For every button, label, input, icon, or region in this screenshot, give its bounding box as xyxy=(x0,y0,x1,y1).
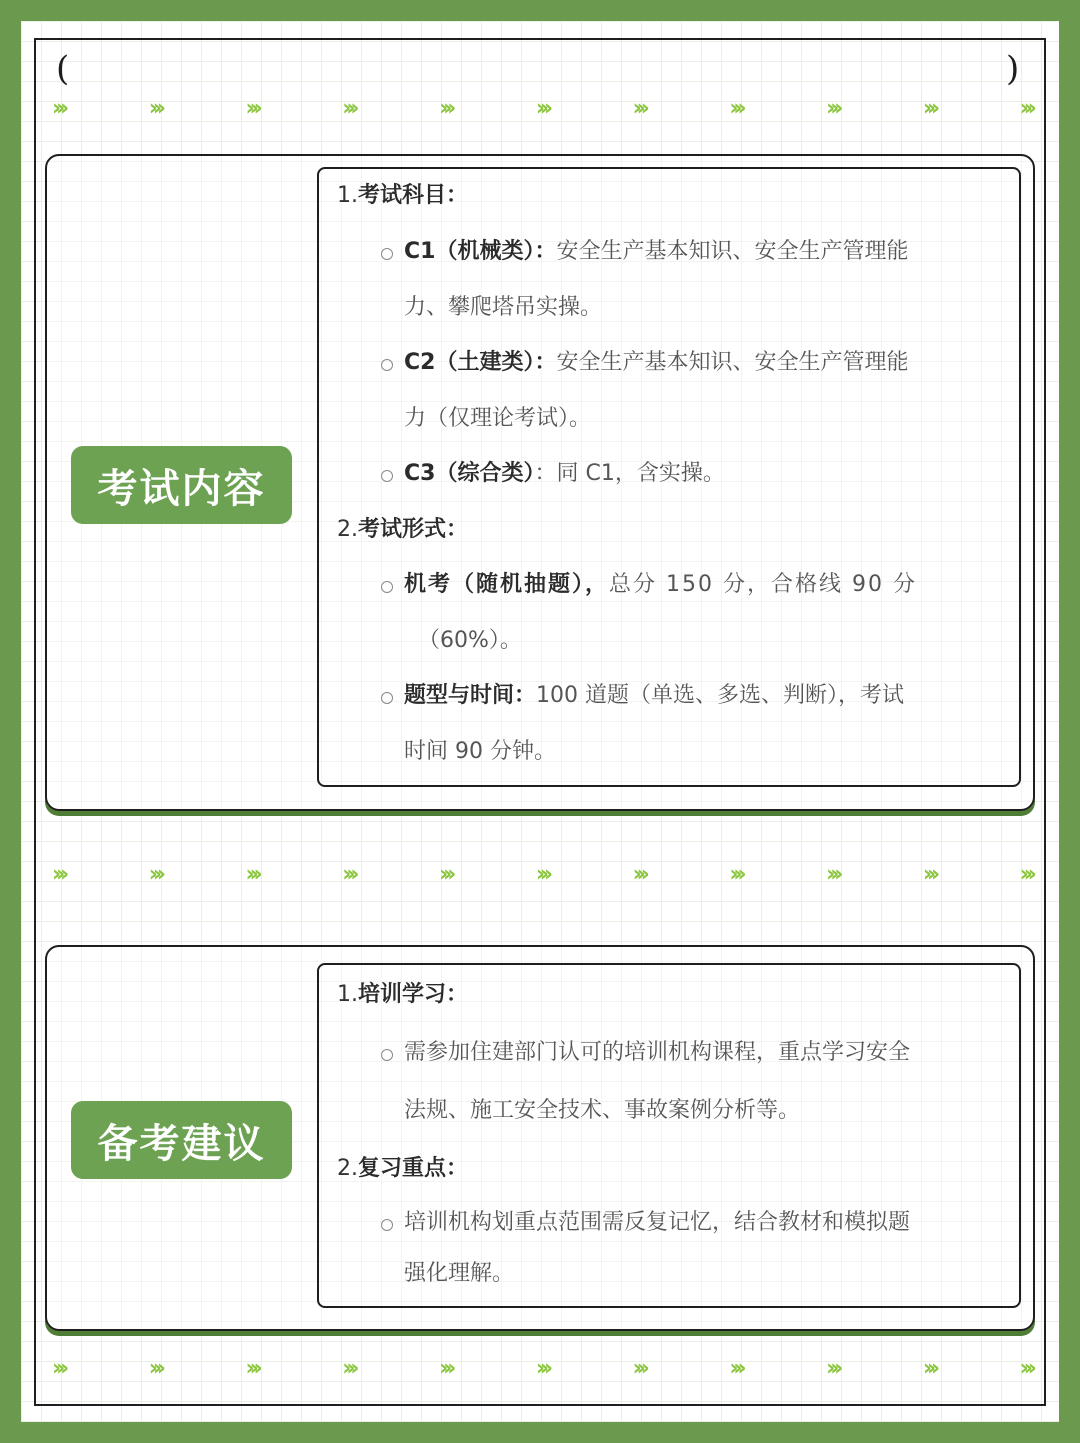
item-review-continued: 强化理解。 xyxy=(404,1261,515,1286)
chevron-icon: ››› xyxy=(922,1356,936,1381)
item-c2-continued: 力（仅理论考试）。 xyxy=(404,406,592,431)
heading-review-focus: 2.复习重点： xyxy=(337,1156,469,1181)
item-c3: C3（综合类）：同 C1，含实操。 xyxy=(404,461,725,486)
heading-training: 1.培训学习： xyxy=(337,982,469,1007)
heading-exam-format: 2.考试形式： xyxy=(337,517,469,542)
chevron-icon: ››› xyxy=(245,96,258,121)
right-curl-decoration: ) xyxy=(1006,49,1020,89)
item-computer-exam-continued: （60%）。 xyxy=(418,628,522,653)
chevron-icon: ››› xyxy=(342,862,355,887)
chevron-icon: ››› xyxy=(729,1356,742,1381)
chevron-icon: ››› xyxy=(148,862,161,887)
prep-advice-box xyxy=(317,963,1021,1308)
chevron-icon: ››› xyxy=(148,1356,161,1381)
chevron-icon: ››› xyxy=(826,862,839,887)
bullet-icon xyxy=(381,359,393,371)
chevron-divider-top xyxy=(52,96,1032,122)
chevron-divider-middle xyxy=(52,862,1032,888)
item-training: 需参加住建部门认可的培训机构课程，重点学习安全 xyxy=(404,1040,911,1065)
bullet-icon xyxy=(381,1049,393,1061)
bullet-icon xyxy=(381,248,393,260)
heading-exam-subjects: 1.考试科目： xyxy=(337,183,469,208)
item-computer-exam: 机考（随机抽题），总分 150 分，合格线 90 分 xyxy=(404,572,917,597)
item-c1-continued: 力、攀爬塔吊实操。 xyxy=(404,295,603,320)
item-training-continued: 法规、施工安全技术、事故案例分析等。 xyxy=(404,1098,801,1123)
chevron-icon: ››› xyxy=(148,96,161,121)
chevron-icon: ››› xyxy=(535,96,549,121)
chevron-icon: ››› xyxy=(729,862,742,887)
chevron-icon: ››› xyxy=(245,1356,258,1381)
chevron-icon: ››› xyxy=(52,862,65,887)
chevron-icon: ››› xyxy=(535,1356,549,1381)
chevron-icon: ››› xyxy=(439,862,452,887)
section-title-prep-advice: 备考建议 xyxy=(71,1101,292,1179)
left-curl-decoration: ( xyxy=(56,49,70,89)
chevron-icon: ››› xyxy=(826,1356,839,1381)
chevron-icon: ››› xyxy=(729,96,742,121)
chevron-icon: ››› xyxy=(922,862,936,887)
chevron-icon: ››› xyxy=(52,96,65,121)
chevron-icon: ››› xyxy=(535,862,549,887)
bullet-icon xyxy=(381,1219,393,1231)
chevron-icon: ››› xyxy=(922,96,936,121)
chevron-icon: ››› xyxy=(342,1356,355,1381)
chevron-icon: ››› xyxy=(632,1356,645,1381)
chevron-icon: ››› xyxy=(632,96,645,121)
item-c2: C2（土建类）：安全生产基本知识、安全生产管理能 xyxy=(404,350,909,375)
chevron-icon: ››› xyxy=(632,862,645,887)
chevron-icon: ››› xyxy=(1019,862,1032,887)
chevron-icon: ››› xyxy=(1019,96,1032,121)
bullet-icon xyxy=(381,470,393,482)
bullet-icon xyxy=(381,581,393,593)
item-question-types-time: 题型与时间：100 道题（单选、多选、判断），考试 xyxy=(404,683,905,708)
chevron-icon: ››› xyxy=(439,1356,452,1381)
chevron-icon: ››› xyxy=(439,96,452,121)
item-c1: C1（机械类）：安全生产基本知识、安全生产管理能 xyxy=(404,239,909,264)
item-review: 培训机构划重点范围需反复记忆，结合教材和模拟题 xyxy=(404,1210,911,1235)
chevron-icon: ››› xyxy=(826,96,839,121)
section-title-exam-content: 考试内容 xyxy=(71,446,292,524)
chevron-icon: ››› xyxy=(342,96,355,121)
chevron-icon: ››› xyxy=(1019,1356,1032,1381)
chevron-divider-bottom xyxy=(52,1356,1032,1382)
bullet-icon xyxy=(381,692,393,704)
chevron-icon: ››› xyxy=(245,862,258,887)
item-question-types-time-continued: 时间 90 分钟。 xyxy=(404,739,556,764)
chevron-icon: ››› xyxy=(52,1356,65,1381)
